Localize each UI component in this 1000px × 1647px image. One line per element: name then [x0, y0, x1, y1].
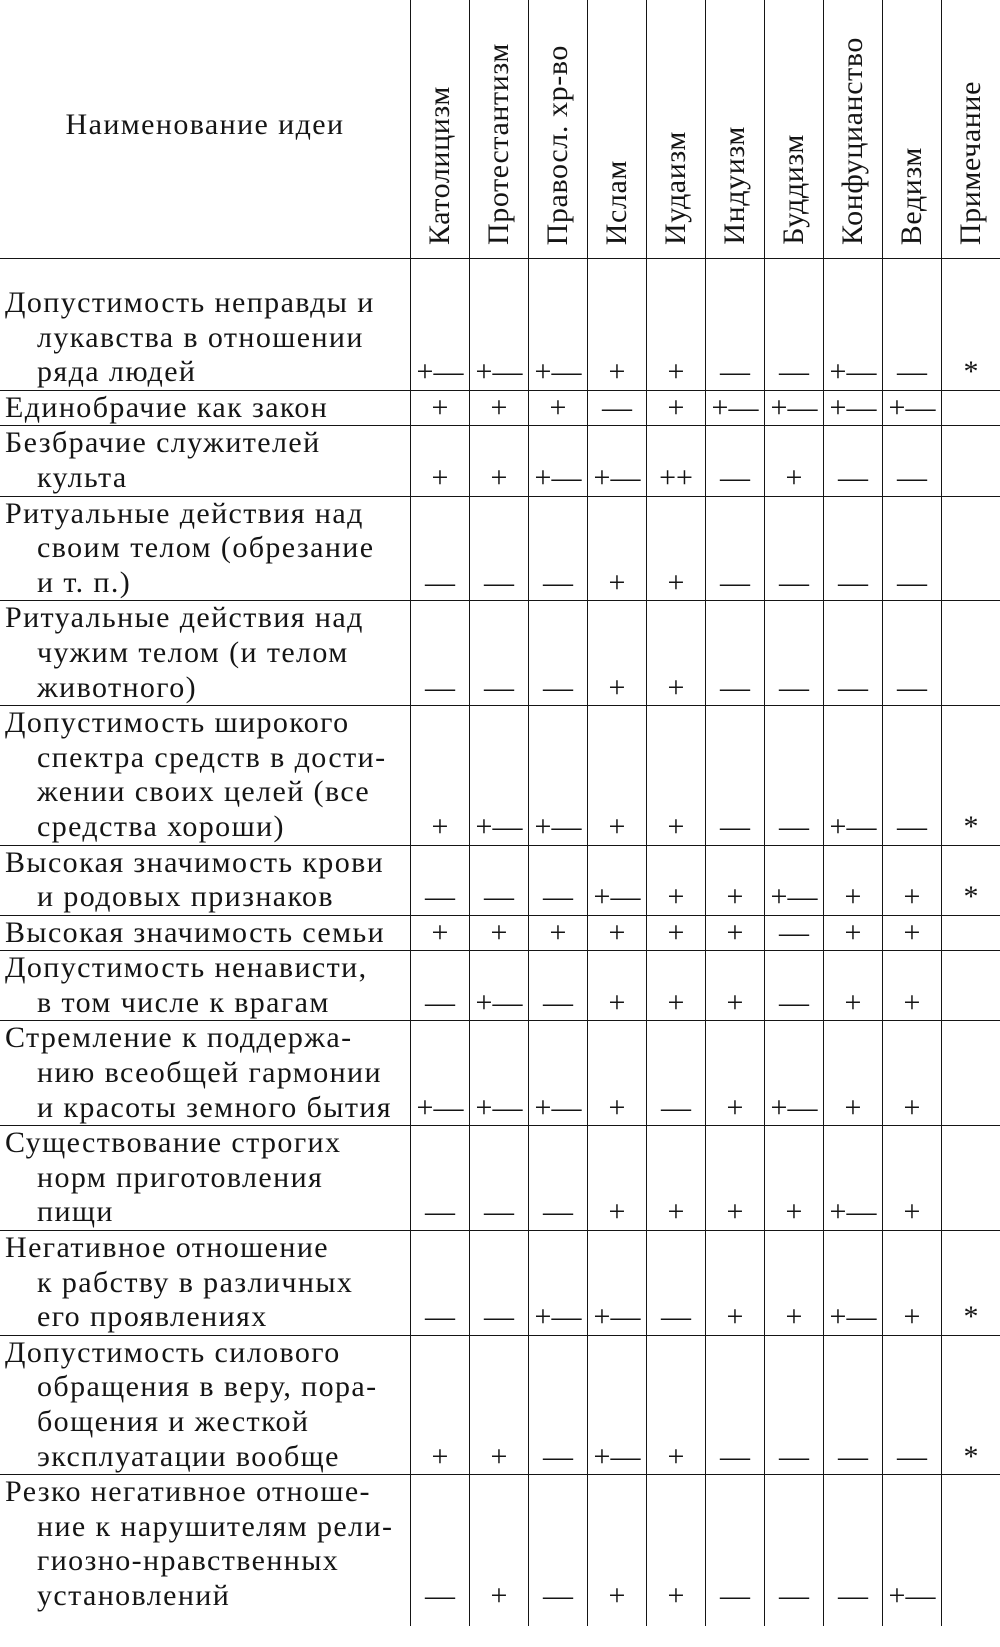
value-cell-orthodoxy: +—	[528, 426, 587, 495]
value-cell-buddhism: +—	[764, 391, 823, 426]
value-cell-protestantism: +	[469, 916, 528, 951]
value-cell-confucianism: +—	[823, 391, 882, 426]
value-cell-catholicism: —	[410, 1231, 469, 1335]
table-row	[0, 1021, 1000, 1126]
value-cell-note	[941, 916, 1000, 951]
value-cell-vedism: +—	[882, 1475, 941, 1625]
value-cell-judaism: +	[646, 706, 705, 844]
value-cell-orthodoxy: +—	[528, 1021, 587, 1125]
value-cell-note: *	[941, 1336, 1000, 1474]
value-cell-vedism: +	[882, 1126, 941, 1230]
idea-name-line: Стремление к поддержа-	[5, 1021, 353, 1055]
value-cell-vedism: +	[882, 846, 941, 915]
idea-name-line: средства хороши)	[37, 809, 285, 843]
idea-name-line: ние к нарушителям рели-	[37, 1509, 394, 1543]
value-cell-orthodoxy: —	[528, 601, 587, 705]
table-row	[0, 426, 1000, 496]
column-header-label: Ислам	[600, 159, 633, 245]
idea-name-line: Допустимость силового	[5, 1335, 341, 1369]
value-cell-judaism: —	[646, 1021, 705, 1125]
idea-name-line: Допустимость неправды и	[5, 286, 375, 319]
value-cell-judaism: —	[646, 1231, 705, 1335]
value-cell-protestantism: —	[469, 497, 528, 601]
column-header-vedism	[882, 0, 941, 258]
idea-name-line: культа	[37, 460, 128, 494]
idea-name-line: Высокая значимость крови	[5, 845, 385, 879]
value-cell-hinduism: —	[705, 426, 764, 495]
column-header-label: Иудаизм	[659, 130, 692, 245]
value-cell-buddhism: +	[764, 426, 823, 495]
idea-name-cell	[0, 846, 410, 915]
column-header-label: Католицизм	[423, 85, 456, 245]
value-cell-orthodoxy: +	[528, 916, 587, 951]
value-cell-islam: +	[587, 1021, 646, 1125]
value-cell-note	[941, 1021, 1000, 1125]
value-cell-judaism: +	[646, 916, 705, 951]
table-header-row	[0, 0, 1000, 259]
idea-name-line: лукавства в отношении	[37, 320, 364, 354]
value-cell-orthodoxy: +—	[528, 1231, 587, 1335]
idea-name-line: чужим телом (и телом	[37, 635, 349, 669]
value-cell-judaism: +	[646, 601, 705, 705]
value-cell-note	[941, 601, 1000, 705]
value-cell-vedism: —	[882, 601, 941, 705]
value-cell-vedism: —	[882, 706, 941, 844]
idea-name-line: Единобрачие как закон	[5, 390, 329, 424]
value-cell-catholicism: —	[410, 601, 469, 705]
idea-name-line: своим телом (обрезание	[37, 531, 375, 565]
value-cell-orthodoxy: +	[528, 391, 587, 426]
value-cell-hinduism: —	[705, 259, 764, 390]
idea-name-cell	[0, 951, 410, 1020]
value-cell-hinduism: —	[705, 497, 764, 601]
value-cell-buddhism: —	[764, 706, 823, 844]
value-cell-islam: —	[587, 391, 646, 426]
value-cell-vedism: +	[882, 916, 941, 951]
column-header-label: Ведизм	[895, 146, 928, 245]
idea-name-line: эксплуатации вообще	[37, 1439, 340, 1473]
value-cell-judaism: +	[646, 259, 705, 390]
idea-name-cell	[0, 1475, 410, 1625]
idea-name-cell	[0, 706, 410, 844]
value-cell-note	[941, 1126, 1000, 1230]
value-cell-hinduism: +	[705, 916, 764, 951]
column-header-hinduism	[705, 0, 764, 258]
value-cell-islam: +	[587, 601, 646, 705]
value-cell-islam: +—	[587, 846, 646, 915]
value-cell-buddhism: —	[764, 951, 823, 1020]
column-header-label: Правосл. хр-во	[541, 44, 574, 245]
value-cell-hinduism: —	[705, 601, 764, 705]
value-cell-protestantism: +	[469, 1336, 528, 1474]
column-header-label: Примечание	[954, 80, 987, 245]
table-body	[0, 259, 1000, 1626]
table-row	[0, 1475, 1000, 1625]
idea-name-line: спектра средств в дости-	[37, 740, 387, 774]
value-cell-confucianism: +	[823, 1021, 882, 1125]
idea-name-cell	[0, 1126, 410, 1230]
idea-name-line: гиозно-нравственных	[37, 1544, 340, 1578]
idea-name-cell	[0, 1021, 410, 1125]
idea-name-line: Безбрачие служителей	[5, 426, 321, 460]
value-cell-catholicism: +	[410, 706, 469, 844]
idea-name-line: Негативное отношение	[5, 1231, 330, 1265]
idea-name-cell	[0, 1231, 410, 1335]
table-row	[0, 846, 1000, 916]
value-cell-catholicism: —	[410, 846, 469, 915]
idea-name-line: в том числе к врагам	[37, 985, 330, 1019]
column-header-orthodoxy	[528, 0, 587, 258]
value-cell-judaism: +	[646, 951, 705, 1020]
value-cell-catholicism: +	[410, 916, 469, 951]
value-cell-islam: +—	[587, 426, 646, 495]
table-row	[0, 916, 1000, 952]
value-cell-confucianism: +—	[823, 1126, 882, 1230]
value-cell-orthodoxy: —	[528, 1336, 587, 1474]
idea-name-line: нию всеобщей гармонии	[37, 1056, 382, 1090]
value-cell-hinduism: +	[705, 846, 764, 915]
idea-name-line: обращения в веру, пора-	[37, 1370, 378, 1404]
table-row	[0, 1126, 1000, 1231]
idea-name-line: Допустимость широкого	[5, 706, 350, 740]
column-header-confucianism	[823, 0, 882, 258]
idea-name-line: Ритуальные действия над	[5, 496, 364, 530]
idea-name-line: установлений	[37, 1578, 231, 1612]
value-cell-buddhism: +—	[764, 1021, 823, 1125]
table-row	[0, 497, 1000, 602]
value-cell-protestantism: +—	[469, 259, 528, 390]
value-cell-vedism: —	[882, 497, 941, 601]
column-header-note	[941, 0, 1000, 258]
value-cell-islam: +—	[587, 1336, 646, 1474]
value-cell-catholicism: +	[410, 426, 469, 495]
idea-name-cell	[0, 916, 410, 951]
value-cell-catholicism: —	[410, 1475, 469, 1625]
value-cell-confucianism: +	[823, 951, 882, 1020]
idea-name-line: и т. п.)	[37, 565, 132, 599]
value-cell-note: *	[941, 706, 1000, 844]
value-cell-protestantism: +—	[469, 951, 528, 1020]
value-cell-judaism: +	[646, 1336, 705, 1474]
idea-name-line: и родовых признаков	[37, 880, 334, 914]
value-cell-buddhism: +	[764, 1126, 823, 1230]
value-cell-islam: +	[587, 951, 646, 1020]
value-cell-vedism: —	[882, 426, 941, 495]
value-cell-confucianism: —	[823, 426, 882, 495]
value-cell-judaism: +	[646, 846, 705, 915]
value-cell-islam: +	[587, 706, 646, 844]
value-cell-judaism: +	[646, 1126, 705, 1230]
idea-name-line: пищи	[37, 1195, 114, 1229]
value-cell-note: *	[941, 846, 1000, 915]
idea-name-line: жении своих целей (все	[37, 775, 371, 809]
value-cell-confucianism: +—	[823, 259, 882, 390]
value-cell-protestantism: +	[469, 426, 528, 495]
idea-name-cell	[0, 391, 410, 426]
idea-name-line: его проявлениях	[37, 1300, 268, 1334]
value-cell-hinduism: —	[705, 1475, 764, 1625]
idea-name-line: Высокая значимость семьи	[5, 915, 386, 949]
value-cell-protestantism: —	[469, 1231, 528, 1335]
value-cell-buddhism: +	[764, 1231, 823, 1335]
value-cell-catholicism: —	[410, 1126, 469, 1230]
value-cell-note	[941, 426, 1000, 495]
value-cell-buddhism: —	[764, 916, 823, 951]
idea-name-line: к рабству в различных	[37, 1265, 354, 1299]
value-cell-note: *	[941, 259, 1000, 390]
value-cell-hinduism: —	[705, 706, 764, 844]
idea-name-cell	[0, 497, 410, 601]
table-row	[0, 391, 1000, 427]
value-cell-protestantism: —	[469, 601, 528, 705]
column-header-label: Индуизм	[718, 126, 751, 245]
idea-name-cell	[0, 601, 410, 705]
value-cell-buddhism: —	[764, 497, 823, 601]
value-cell-confucianism: —	[823, 497, 882, 601]
value-cell-orthodoxy: —	[528, 846, 587, 915]
value-cell-vedism: +	[882, 951, 941, 1020]
value-cell-protestantism: +	[469, 391, 528, 426]
table-row	[0, 706, 1000, 845]
value-cell-hinduism: +	[705, 1126, 764, 1230]
table-row	[0, 1336, 1000, 1475]
value-cell-judaism: ++	[646, 426, 705, 495]
value-cell-buddhism: —	[764, 1475, 823, 1625]
column-header-islam	[587, 0, 646, 258]
idea-name-line: норм приготовления	[37, 1160, 324, 1194]
idea-name-line: Ритуальные действия над	[5, 601, 364, 635]
idea-name-cell	[0, 426, 410, 495]
column-header-label: Конфуцианство	[836, 37, 869, 245]
value-cell-catholicism: —	[410, 497, 469, 601]
value-cell-note	[941, 1475, 1000, 1625]
value-cell-orthodoxy: —	[528, 497, 587, 601]
value-cell-hinduism: +	[705, 1231, 764, 1335]
value-cell-judaism: +	[646, 1475, 705, 1625]
table-row	[0, 259, 1000, 391]
value-cell-vedism: +	[882, 1231, 941, 1335]
value-cell-judaism: +	[646, 391, 705, 426]
value-cell-hinduism: +	[705, 1021, 764, 1125]
value-cell-protestantism: +	[469, 1475, 528, 1625]
value-cell-orthodoxy: +—	[528, 259, 587, 390]
value-cell-note	[941, 497, 1000, 601]
column-header-protestantism	[469, 0, 528, 258]
table-row	[0, 951, 1000, 1021]
value-cell-orthodoxy: —	[528, 1126, 587, 1230]
value-cell-buddhism: —	[764, 259, 823, 390]
value-cell-hinduism: +	[705, 951, 764, 1020]
idea-name-line: и красоты земного бытия	[37, 1090, 392, 1124]
value-cell-note: *	[941, 1231, 1000, 1335]
value-cell-catholicism: +—	[410, 259, 469, 390]
value-cell-islam: +	[587, 1475, 646, 1625]
value-cell-buddhism: +—	[764, 846, 823, 915]
column-header-label: Протестантизм	[482, 43, 515, 245]
idea-name-line: животного)	[37, 670, 198, 704]
value-cell-orthodoxy: —	[528, 1475, 587, 1625]
value-cell-islam: +	[587, 916, 646, 951]
idea-name-line: Резко негативное отноше-	[5, 1475, 371, 1509]
value-cell-protestantism: +—	[469, 1021, 528, 1125]
idea-name-cell	[0, 1336, 410, 1474]
value-cell-islam: +—	[587, 1231, 646, 1335]
value-cell-buddhism: —	[764, 601, 823, 705]
value-cell-confucianism: +—	[823, 706, 882, 844]
value-cell-note	[941, 951, 1000, 1020]
value-cell-protestantism: +—	[469, 706, 528, 844]
idea-name-line: ряда людей	[37, 355, 197, 389]
value-cell-confucianism: +	[823, 916, 882, 951]
value-cell-islam: +	[587, 259, 646, 390]
value-cell-vedism: —	[882, 259, 941, 390]
idea-name-line: Существование строгих	[5, 1126, 342, 1160]
value-cell-orthodoxy: —	[528, 951, 587, 1020]
value-cell-vedism: +	[882, 1021, 941, 1125]
value-cell-confucianism: —	[823, 1336, 882, 1474]
value-cell-confucianism: +	[823, 846, 882, 915]
idea-name-cell	[0, 259, 410, 390]
value-cell-note	[941, 391, 1000, 426]
value-cell-islam: +	[587, 1126, 646, 1230]
value-cell-orthodoxy: +—	[528, 706, 587, 844]
value-cell-judaism: +	[646, 497, 705, 601]
value-cell-catholicism: +	[410, 1336, 469, 1474]
value-cell-protestantism: —	[469, 846, 528, 915]
idea-name-column-header: Наименование идеи	[65, 108, 345, 141]
value-cell-vedism: —	[882, 1336, 941, 1474]
table-row	[0, 1231, 1000, 1336]
column-header-catholicism	[410, 0, 469, 258]
value-cell-confucianism: —	[823, 601, 882, 705]
value-cell-protestantism: —	[469, 1126, 528, 1230]
idea-name-line: Допустимость ненависти,	[5, 951, 368, 985]
value-cell-islam: +	[587, 497, 646, 601]
value-cell-catholicism: +	[410, 391, 469, 426]
value-cell-hinduism: +—	[705, 391, 764, 426]
column-header-judaism	[646, 0, 705, 258]
table-row	[0, 601, 1000, 706]
value-cell-catholicism: —	[410, 951, 469, 1020]
value-cell-confucianism: +—	[823, 1231, 882, 1335]
value-cell-catholicism: +—	[410, 1021, 469, 1125]
column-header-label: Буддизм	[777, 134, 810, 245]
value-cell-hinduism: —	[705, 1336, 764, 1474]
idea-name-line: бощения и жесткой	[37, 1405, 310, 1438]
value-cell-confucianism: —	[823, 1475, 882, 1625]
column-header-buddhism	[764, 0, 823, 258]
value-cell-buddhism: —	[764, 1336, 823, 1474]
value-cell-vedism: +—	[882, 391, 941, 426]
